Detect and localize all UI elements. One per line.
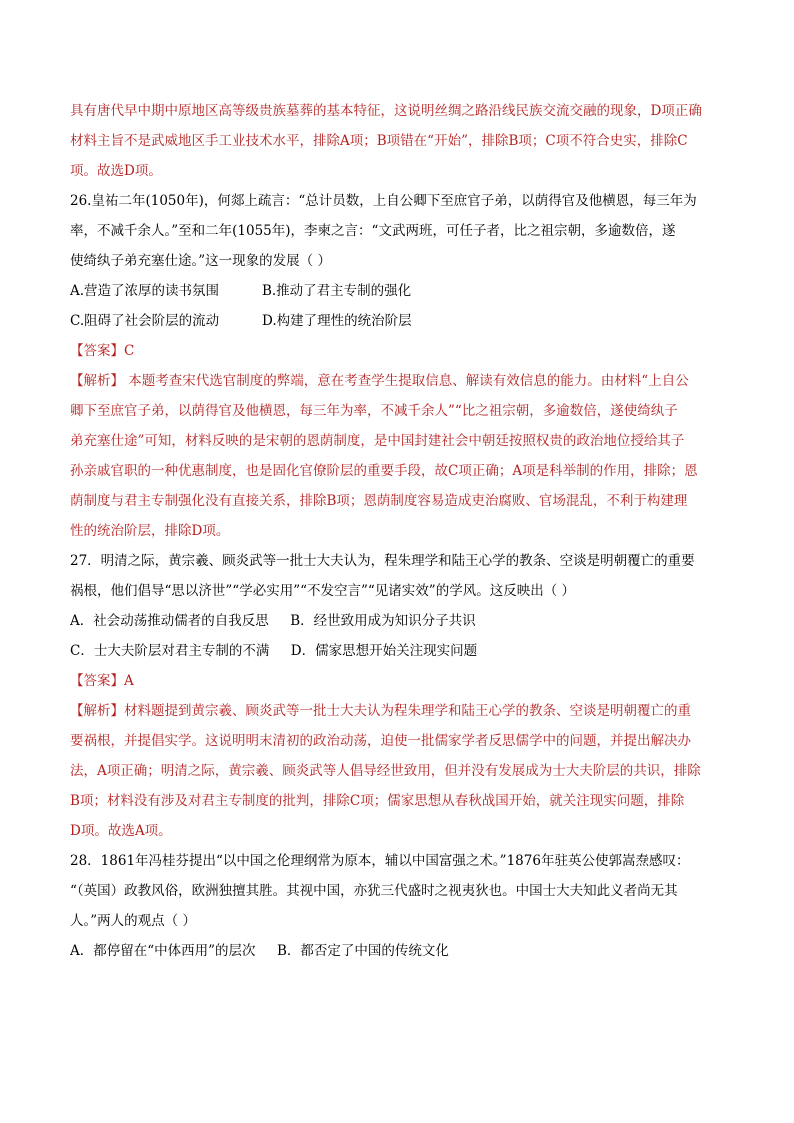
question-stem-line: 祸根，他们倡导“思以济世”“学必实用”“不发空言”“见诸实效”的学风。这反映出（ ） [70, 583, 576, 599]
question-stem-line: “（英国）政教风俗，欧洲独擅其胜。其视中国，亦犹三代盛时之视夷狄也。中国士大夫知此义者尚无其 [70, 883, 678, 899]
question-26 [70, 186, 730, 546]
question-stem-line: 人。”两人的观点（ ） [70, 913, 196, 929]
analysis-line: 【解析】材料题提到黄宗羲、顾炎武等一批士大夫认为程朱理学和陆王心学的教条、空谈是明朝覆亡的重 [70, 703, 691, 719]
analysis-line: 【解析】 本题考查宋代选官制度的弊端，意在考查学生提取信息、解读有效信息的能力。由材料“上自公 [70, 373, 689, 389]
question-28 [70, 846, 730, 966]
question-options-line: C．士大夫阶层对君主专制的不满 D．儒家思想开始关注现实问题 [70, 643, 478, 659]
analysis-line: 要祸根，并提倡实学。这说明明末清初的政治动荡，迫使一批儒家学者反思儒学中的问题，并提出解决办 [70, 733, 691, 749]
question-options-line: A．都停留在“中体西用”的层次 B．都否定了中国的传统文化 [70, 943, 449, 959]
document-content [70, 96, 730, 966]
analysis-line: 材料主旨不是武威地区手工业技术水平，排除A项；B项错在“开始”，排除B项；C项不符合史实，排除C [70, 133, 688, 149]
analysis-line: D项。故选A项。 [70, 823, 172, 839]
question-options-line: C.阻碍了社会阶层的流动 D.构建了理性的统治阶层 [70, 313, 412, 329]
analysis-line: 卿下至庶官子弟，以荫得官及他横恩，每三年为率，不减千余人”“比之祖宗朝，多逾数倍，遂使绮纨子 [70, 403, 678, 419]
analysis-line: 性的统治阶层，排除D项。 [70, 523, 230, 539]
question-stem-line: 27．明清之际，黄宗羲、顾炎武等一批士大夫认为，程朱理学和陆王心学的教条、空谈是明朝覆亡的重要 [70, 553, 695, 569]
question-stem-line: 率，不减千余人。”至和二年(1055年)，李柬之言：“文武两班，可任子者，比之祖宗朝，多逾数倍，遂 [70, 223, 676, 239]
question-stem-line: 26.皇祐二年(1050年)，何郯上疏言：“总计员数，上自公卿下至庶官子弟，以荫得官及他横恩，每三年为 [70, 193, 697, 209]
analysis-line: 项。故选D项。 [70, 163, 162, 179]
question-options-line: A.营造了浓厚的读书氛围 B.推动了君主专制的强化 [70, 283, 412, 299]
question-options-line: A．社会动荡推动儒者的自我反思 B．经世致用成为知识分子共识 [70, 613, 476, 629]
analysis-line: 具有唐代早中期中原地区高等级贵族墓葬的基本特征，这说明丝绸之路沿线民族交流交融的现象，D项正确 [70, 103, 702, 119]
answer-label: 【答案】C [70, 343, 135, 359]
question-stem-line: 28．1861年冯桂芬提出“以中国之伦理纲常为原本，辅以中国富强之术。”1876年驻英公使郭嵩焘感叹： [70, 853, 690, 869]
question-27 [70, 546, 730, 846]
analysis-line: 荫制度与君主专制强化没有直接关系，排除B项；恩荫制度容易造成吏治腐败、官场混乱，不利于构建理 [70, 493, 688, 509]
analysis-line: 弟充塞仕途”可知，材料反映的是宋朝的恩荫制度，是中国封建社会中朝廷按照权贵的政治地位授给其子 [70, 433, 685, 449]
analysis-line: 法，A项正确；明清之际，黄宗羲、顾炎武等人倡导经世致用，但并没有发展成为士大夫阶层的共识，排除 [70, 763, 701, 779]
analysis-line: B项；材料没有涉及对君主专制度的批判，排除C项；儒家思想从春秋战国开始，就关注现实问题，排除 [70, 793, 685, 809]
analysis-line: 孙亲戚官职的一种优惠制度，也是固化官僚阶层的重要手段，故C项正确；A项是科举制的作用，排除；恩 [70, 463, 698, 479]
previous-analysis [70, 96, 730, 186]
question-stem-line: 使绮纨子弟充塞仕途。”这一现象的发展（ ） [70, 253, 331, 269]
answer-label: 【答案】A [70, 673, 134, 689]
